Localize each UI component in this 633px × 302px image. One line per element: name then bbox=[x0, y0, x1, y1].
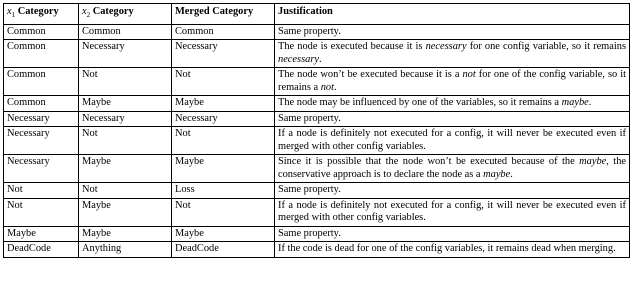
x1-category-cell: Maybe bbox=[4, 226, 79, 242]
justification-text: . bbox=[333, 81, 337, 93]
justification-text: The node is executed because it is bbox=[278, 41, 426, 53]
table-row bbox=[4, 155, 630, 183]
emphasized-term: necessary bbox=[278, 53, 319, 65]
emphasized-term: maybe bbox=[483, 168, 511, 180]
merged-category-cell: Common bbox=[172, 24, 275, 40]
x2-category-cell: Maybe bbox=[79, 226, 172, 242]
x2-category-cell: Maybe bbox=[79, 198, 172, 226]
table-row bbox=[4, 96, 630, 112]
table-row bbox=[4, 226, 630, 242]
justification-text: The node may be influenced by one of the variables, so it remains a bbox=[278, 97, 562, 109]
emphasized-term: necessary bbox=[425, 41, 467, 53]
table-row bbox=[4, 127, 630, 155]
justification-text: . bbox=[318, 53, 322, 65]
header-merged-category: Merged Category bbox=[172, 4, 275, 25]
justification-text: Since it is possible that the node won’t be executed because of the bbox=[278, 156, 580, 168]
justification-text: Same property. bbox=[278, 184, 341, 196]
x1-category-cell: Common bbox=[4, 68, 79, 96]
x2-category-cell: Not bbox=[79, 127, 172, 155]
table-row bbox=[4, 111, 630, 127]
table-row bbox=[4, 68, 630, 96]
merged-category-cell: Maybe bbox=[172, 155, 275, 183]
justification-cell bbox=[275, 155, 630, 183]
merged-category-cell: Not bbox=[172, 198, 275, 226]
justification-cell bbox=[275, 68, 630, 96]
justification-text: Same property. bbox=[278, 112, 341, 124]
table-row bbox=[4, 198, 630, 226]
justification-cell bbox=[275, 242, 630, 258]
header-x1-category: $x_1$ Category bbox=[4, 4, 79, 25]
x1-category-cell: Necessary bbox=[4, 111, 79, 127]
x1-category-cell: Common bbox=[4, 96, 79, 112]
table-row bbox=[4, 242, 630, 258]
merged-category-cell: Maybe bbox=[172, 96, 275, 112]
header-x2-category: $x_2$ Category bbox=[79, 4, 172, 25]
merged-category-cell: Necessary bbox=[172, 111, 275, 127]
merged-category-cell: Not bbox=[172, 68, 275, 96]
justification-text: If a node is definitely not executed for a config, it will never be executed even if merged with other config variables. bbox=[278, 128, 626, 152]
justification-cell bbox=[275, 127, 630, 155]
header-justification: Justification bbox=[275, 4, 630, 25]
justification-text: for one of the config variable, so it remains a bbox=[278, 69, 626, 93]
justification-text: . bbox=[588, 97, 592, 109]
x2-category-cell: Common bbox=[79, 24, 172, 40]
justification-cell bbox=[275, 96, 630, 112]
justification-text: If a node is definitely not executed for a config, it will never be executed even if merged with other config variables. bbox=[278, 199, 626, 224]
emphasized-term: maybe bbox=[579, 156, 607, 168]
table-body bbox=[4, 24, 630, 257]
justification-cell bbox=[275, 198, 630, 226]
justification-cell bbox=[275, 226, 630, 242]
justification-text: If the code is dead for one of the config variables, it remains dead when merging. bbox=[278, 243, 616, 255]
justification-cell bbox=[275, 24, 630, 40]
justification-text: Same property. bbox=[278, 25, 341, 37]
merged-category-cell: Not bbox=[172, 127, 275, 155]
justification-cell bbox=[275, 111, 630, 127]
x1-category-cell: Necessary bbox=[4, 127, 79, 155]
x1-category-cell: DeadCode bbox=[4, 242, 79, 258]
merged-category-cell: Maybe bbox=[172, 226, 275, 242]
table-row bbox=[4, 24, 630, 40]
table-row bbox=[4, 40, 630, 68]
x1-category-cell: Not bbox=[4, 183, 79, 199]
justification-cell bbox=[275, 183, 630, 199]
emphasized-term: maybe bbox=[561, 97, 589, 109]
emphasized-term: not bbox=[320, 81, 334, 93]
header-row bbox=[4, 4, 630, 25]
x2-category-cell: Maybe bbox=[79, 155, 172, 183]
emphasized-term: not bbox=[462, 69, 476, 81]
x1-category-cell: Necessary bbox=[4, 155, 79, 183]
x2-category-cell: Necessary bbox=[79, 111, 172, 127]
table-row bbox=[4, 183, 630, 199]
merged-category-cell: Necessary bbox=[172, 40, 275, 68]
justification-text: Same property. bbox=[278, 227, 341, 239]
justification-text: . bbox=[510, 168, 513, 180]
x2-category-cell: Maybe bbox=[79, 96, 172, 112]
justification-text: , the conservative approach is to declare the node as a bbox=[278, 156, 627, 180]
justification-cell bbox=[275, 40, 630, 68]
x1-category-cell: Common bbox=[4, 40, 79, 68]
x2-category-cell: Necessary bbox=[79, 40, 172, 68]
x1-category-cell: Not bbox=[4, 198, 79, 226]
justification-text: for one config variable, so it remains bbox=[466, 41, 626, 53]
x2-category-cell: Anything bbox=[79, 242, 172, 258]
merged-category-cell: DeadCode bbox=[172, 242, 275, 258]
x2-category-cell: Not bbox=[79, 183, 172, 199]
x2-category-cell: Not bbox=[79, 68, 172, 96]
x1-category-cell: Common bbox=[4, 24, 79, 40]
merged-category-cell: Loss bbox=[172, 183, 275, 199]
merge-rules-table bbox=[3, 3, 630, 258]
justification-text: The node won’t be executed because it is a bbox=[278, 69, 463, 81]
